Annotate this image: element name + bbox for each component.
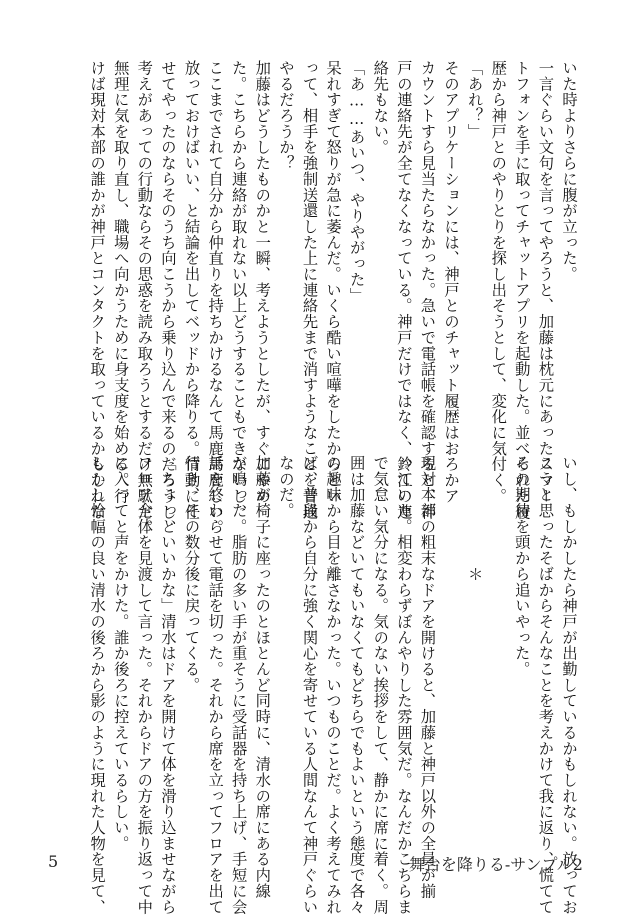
text-line: やるだろうか？ bbox=[276, 60, 295, 171]
text-line: 放っておけばいい、と結論を出してベッドから降りる。情動に任 bbox=[182, 60, 201, 520]
text-line: 加藤はどうしたものかと一瞬、考えようとしたが、すぐにやめ bbox=[253, 60, 272, 504]
text-line: で気怠い気分になる。気のない挨拶をして、静かに席に着く。周 bbox=[371, 455, 390, 915]
text-line: ＊ bbox=[465, 455, 484, 582]
text-line: その期待を頭から追いやった。 bbox=[512, 455, 531, 677]
text-line: 現対本部の粗末なドアを開けると、加藤と神戸以外の全員が揃 bbox=[418, 455, 437, 899]
text-line: トフォンを手に取ってチャットアプリを起動した。並べられた履 bbox=[512, 60, 531, 520]
text-line: なのだ。 bbox=[276, 455, 295, 519]
text-line: 「あ……あいつ、やりやがった」 bbox=[347, 60, 366, 304]
text-line: た。こちらから連絡が取れない以上どうすることもできないし、 bbox=[229, 60, 248, 520]
text-line: ここまでされて自分から仲直りを持ちかけるなんて馬鹿馬鹿しい。 bbox=[206, 60, 225, 536]
text-line: けば現対本部の誰かが神戸とコンタクトを取っているかもしれな bbox=[88, 60, 107, 520]
page-number: 5 bbox=[48, 852, 59, 871]
text-line: フロア全体を見渡して言った。それからドアの方を振り返って中 bbox=[135, 455, 154, 915]
text-line: 加藤が椅子に座ったのとほとんど同時に、清水の席にある内線 bbox=[253, 455, 272, 899]
text-line: こうと思ったそばからそんなことを考えかけて我に返り、慌てて bbox=[536, 455, 555, 915]
text-line: そのアプリケーションには、神戸とのチャット履歴はおろかア bbox=[442, 60, 461, 504]
running-title: 舞台を降りる-サンプル2 bbox=[408, 855, 583, 874]
text-line: ば、普段から自分に強く関心を寄せている人間なんて神戸ぐらい bbox=[300, 455, 319, 915]
text-line: っていた。相変わらずぼんやりした雰囲気だ。なんだかこちらま bbox=[394, 455, 413, 915]
text-line: に入ってと声をかけた。誰か後ろに控えているらしい。 bbox=[111, 455, 130, 852]
text-line: 戸の連絡先が全てなくなっている。神戸だけではなく、鈴江の連 bbox=[394, 60, 413, 520]
text-line: 一言ぐらい文句を言ってやろうと、加藤は枕元にあったスマー bbox=[536, 60, 555, 504]
text-line: しかし恰幅の良い清水の後ろから影のように現れた人物を見て、 bbox=[88, 455, 107, 915]
text-line: って、相手を強制送還した上に連絡先まで消すようなことを普通 bbox=[300, 60, 319, 520]
text-line: 話を終わらせて電話を切った。それから席を立ってフロアを出て bbox=[206, 455, 225, 915]
text-line: 「ちょっといいかな」清水はドアを開けて体を滑り込ませながら bbox=[158, 455, 177, 915]
text-line: せてやったのならそのうち向こうから乗り込んで来るのだろうし、 bbox=[158, 60, 177, 536]
text-line: カウントすら見当たらなかった。急いで電話帳を確認すると、神 bbox=[418, 60, 437, 520]
text-line: 行き、その数分後に戻ってくる。 bbox=[182, 455, 201, 693]
text-line: 考えがあっての行動ならその思惑を読み取ろうとするだけ無駄だ。 bbox=[135, 60, 154, 536]
text-line: 囲は加藤などいてもいなくてもどちらでもよいという態度で各々 bbox=[347, 455, 366, 915]
text-line: 歴から神戸とのやりとりを探し出そうとして、変化に気付く。 bbox=[489, 60, 508, 504]
text-line bbox=[486, 455, 510, 840]
text-line: の趣味から目を離さなかった。いつものことだ。よく考えてみれ bbox=[324, 455, 343, 915]
text-line: いた時よりさらに腹が立った。 bbox=[560, 60, 578, 282]
text-line bbox=[438, 455, 462, 840]
text-line: 呆れすぎて怒りが急に萎んだ。いくら酷い喧嘩をしたからとい bbox=[324, 60, 343, 504]
text-line: 無理に気を取り直し、職場へ向かうために身支度を始める。行 bbox=[111, 60, 130, 504]
text-line: 「あれ？」 bbox=[465, 60, 484, 140]
text-line: が鳴った。脂肪の多い手が重そうに受話器を持ち上げ、手短に会 bbox=[229, 455, 248, 915]
text-line: いし、もしかしたら神戸が出勤しているかもしれない。放ってお bbox=[560, 455, 578, 915]
text-line: 絡先もない。 bbox=[371, 60, 390, 156]
